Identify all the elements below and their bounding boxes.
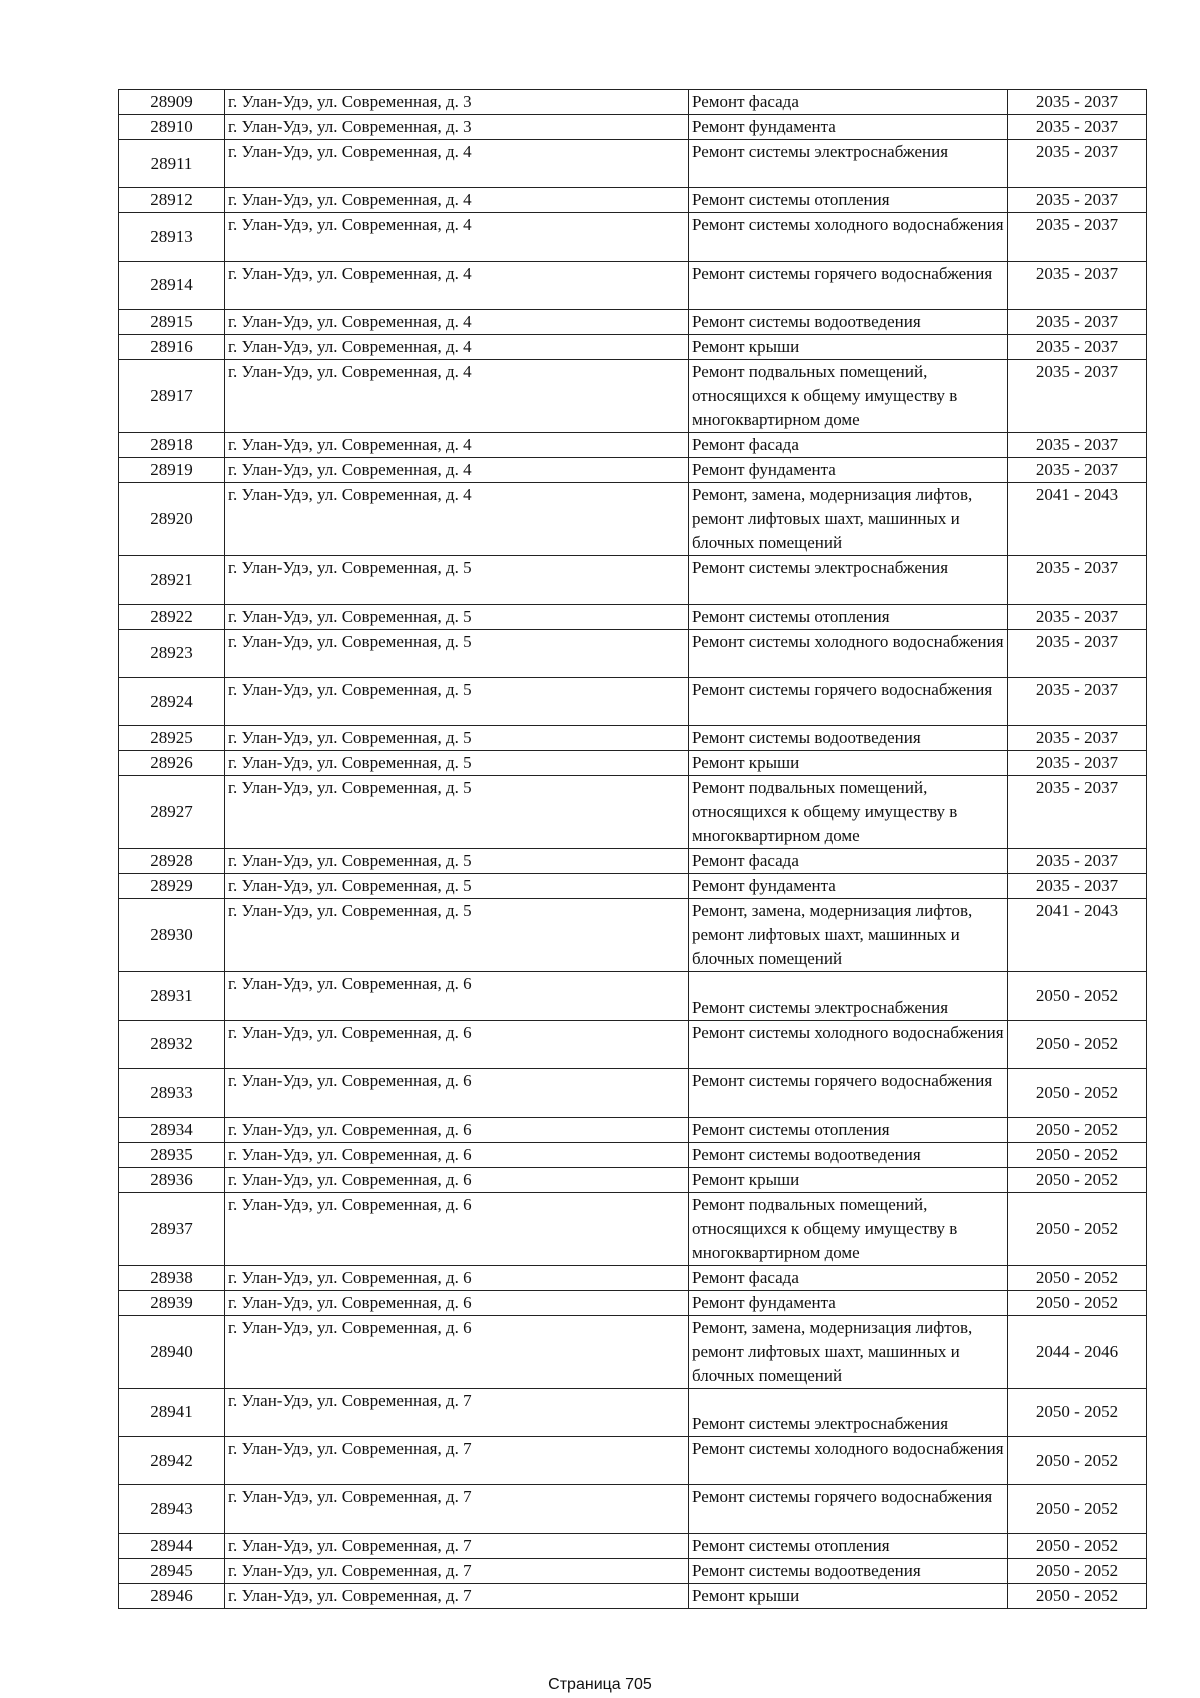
table-row [119,90,1147,115]
row-number: 28933 [119,1069,225,1117]
row-address: г. Улан-Удэ, ул. Современная, д. 6 [225,1290,689,1315]
row-period: 2035 - 2037 [1008,335,1147,360]
table-row [119,776,1147,849]
row-period: 2050 - 2052 [1008,1167,1147,1192]
row-number: 28918 [119,433,225,458]
table-row [119,726,1147,751]
row-number: 28927 [119,776,225,849]
table-row [119,1485,1147,1533]
table-row [119,1533,1147,1558]
row-period: 2050 - 2052 [1008,1020,1147,1068]
row-number: 28909 [119,90,225,115]
table-row [119,261,1147,309]
row-number: 28942 [119,1436,225,1484]
table-row [119,310,1147,335]
row-address: г. Улан-Удэ, ул. Современная, д. 4 [225,310,689,335]
row-work-type: Ремонт фундамента [689,1290,1008,1315]
row-address: г. Улан-Удэ, ул. Современная, д. 5 [225,726,689,751]
row-address: г. Улан-Удэ, ул. Современная, д. 7 [225,1388,689,1436]
table-row [119,433,1147,458]
row-work-type: Ремонт системы электроснабжения [689,972,1008,1020]
table-row [119,1069,1147,1117]
row-work-type: Ремонт системы отопления [689,604,1008,629]
row-address: г. Улан-Удэ, ул. Современная, д. 4 [225,140,689,188]
table-row [119,140,1147,188]
row-address: г. Улан-Удэ, ул. Современная, д. 7 [225,1436,689,1484]
row-period: 2035 - 2037 [1008,776,1147,849]
row-work-type: Ремонт фасада [689,90,1008,115]
row-work-type: Ремонт подвальных помещений, относящихся к общему имуществу в многоквартирном доме [689,1192,1008,1265]
row-number: 28935 [119,1142,225,1167]
row-period: 2050 - 2052 [1008,1265,1147,1290]
row-work-type: Ремонт фундамента [689,115,1008,140]
table-row [119,1117,1147,1142]
row-work-type: Ремонт крыши [689,335,1008,360]
row-address: г. Улан-Удэ, ул. Современная, д. 7 [225,1583,689,1608]
row-period: 2035 - 2037 [1008,458,1147,483]
row-work-type: Ремонт фасада [689,433,1008,458]
row-work-type: Ремонт системы горячего водоснабжения [689,1485,1008,1533]
row-period: 2035 - 2037 [1008,310,1147,335]
row-period: 2035 - 2037 [1008,140,1147,188]
row-work-type: Ремонт подвальных помещений, относящихся к общему имуществу в многоквартирном доме [689,360,1008,433]
table-row [119,1167,1147,1192]
row-period: 2035 - 2037 [1008,213,1147,261]
row-period: 2044 - 2046 [1008,1315,1147,1388]
row-work-type: Ремонт системы отопления [689,188,1008,213]
row-address: г. Улан-Удэ, ул. Современная, д. 6 [225,1020,689,1068]
row-number: 28926 [119,751,225,776]
table-row [119,1388,1147,1436]
row-work-type: Ремонт системы водоотведения [689,1558,1008,1583]
row-address: г. Улан-Удэ, ул. Современная, д. 5 [225,899,689,972]
row-address: г. Улан-Удэ, ул. Современная, д. 4 [225,213,689,261]
table-row [119,458,1147,483]
row-address: г. Улан-Удэ, ул. Современная, д. 4 [225,335,689,360]
table-row [119,677,1147,725]
row-work-type: Ремонт крыши [689,1167,1008,1192]
table-row [119,115,1147,140]
row-period: 2035 - 2037 [1008,433,1147,458]
row-number: 28925 [119,726,225,751]
row-period: 2050 - 2052 [1008,1069,1147,1117]
table-row [119,1315,1147,1388]
row-period: 2050 - 2052 [1008,1142,1147,1167]
table-row [119,1020,1147,1068]
table-row [119,1142,1147,1167]
row-address: г. Улан-Удэ, ул. Современная, д. 7 [225,1558,689,1583]
row-number: 28945 [119,1558,225,1583]
row-number: 28919 [119,458,225,483]
row-work-type: Ремонт фасада [689,1265,1008,1290]
row-number: 28913 [119,213,225,261]
row-work-type: Ремонт системы холодного водоснабжения [689,1020,1008,1068]
row-period: 2035 - 2037 [1008,188,1147,213]
row-period: 2035 - 2037 [1008,360,1147,433]
row-number: 28936 [119,1167,225,1192]
row-address: г. Улан-Удэ, ул. Современная, д. 4 [225,433,689,458]
table-row [119,213,1147,261]
row-work-type: Ремонт системы горячего водоснабжения [689,261,1008,309]
row-address: г. Улан-Удэ, ул. Современная, д. 4 [225,188,689,213]
row-number: 28928 [119,849,225,874]
row-work-type: Ремонт системы электроснабжения [689,1388,1008,1436]
row-period: 2035 - 2037 [1008,90,1147,115]
row-period: 2035 - 2037 [1008,751,1147,776]
row-address: г. Улан-Удэ, ул. Современная, д. 5 [225,556,689,604]
row-period: 2041 - 2043 [1008,483,1147,556]
row-address: г. Улан-Удэ, ул. Современная, д. 4 [225,261,689,309]
row-period: 2035 - 2037 [1008,261,1147,309]
table-row [119,1265,1147,1290]
row-work-type: Ремонт, замена, модернизация лифтов, ремонт лифтовых шахт, машинных и блочных помещений [689,483,1008,556]
row-work-type: Ремонт, замена, модернизация лифтов, ремонт лифтовых шахт, машинных и блочных помещений [689,1315,1008,1388]
row-period: 2035 - 2037 [1008,726,1147,751]
page-number: Страница 705 [548,1676,652,1693]
row-number: 28943 [119,1485,225,1533]
row-number: 28921 [119,556,225,604]
row-period: 2035 - 2037 [1008,849,1147,874]
row-period: 2035 - 2037 [1008,556,1147,604]
row-work-type: Ремонт системы электроснабжения [689,556,1008,604]
table-row [119,751,1147,776]
row-work-type: Ремонт системы электроснабжения [689,140,1008,188]
row-address: г. Улан-Удэ, ул. Современная, д. 5 [225,629,689,677]
table-row [119,899,1147,972]
row-period: 2035 - 2037 [1008,629,1147,677]
row-period: 2050 - 2052 [1008,1117,1147,1142]
row-number: 28915 [119,310,225,335]
table-row [119,1558,1147,1583]
row-period: 2035 - 2037 [1008,115,1147,140]
row-period: 2035 - 2037 [1008,874,1147,899]
row-number: 28944 [119,1533,225,1558]
row-number: 28910 [119,115,225,140]
row-address: г. Улан-Удэ, ул. Современная, д. 3 [225,115,689,140]
table-row [119,604,1147,629]
row-work-type: Ремонт фасада [689,849,1008,874]
row-period: 2041 - 2043 [1008,899,1147,972]
row-work-type: Ремонт фундамента [689,874,1008,899]
row-address: г. Улан-Удэ, ул. Современная, д. 6 [225,1192,689,1265]
row-work-type: Ремонт системы водоотведения [689,726,1008,751]
table-row [119,1192,1147,1265]
row-number: 28914 [119,261,225,309]
row-period: 2050 - 2052 [1008,1192,1147,1265]
capital-repair-table [118,89,1147,1609]
row-work-type: Ремонт системы холодного водоснабжения [689,1436,1008,1484]
table-row [119,360,1147,433]
row-work-type: Ремонт системы горячего водоснабжения [689,1069,1008,1117]
row-period: 2050 - 2052 [1008,1485,1147,1533]
row-number: 28922 [119,604,225,629]
row-work-type: Ремонт системы холодного водоснабжения [689,213,1008,261]
row-period: 2035 - 2037 [1008,677,1147,725]
row-work-type: Ремонт системы отопления [689,1533,1008,1558]
row-address: г. Улан-Удэ, ул. Современная, д. 4 [225,483,689,556]
row-work-type: Ремонт системы горячего водоснабжения [689,677,1008,725]
row-address: г. Улан-Удэ, ул. Современная, д. 6 [225,1069,689,1117]
row-period: 2050 - 2052 [1008,1436,1147,1484]
row-number: 28932 [119,1020,225,1068]
row-address: г. Улан-Удэ, ул. Современная, д. 4 [225,360,689,433]
row-number: 28924 [119,677,225,725]
row-number: 28937 [119,1192,225,1265]
row-work-type: Ремонт подвальных помещений, относящихся к общему имуществу в многоквартирном доме [689,776,1008,849]
row-address: г. Улан-Удэ, ул. Современная, д. 5 [225,874,689,899]
row-work-type: Ремонт, замена, модернизация лифтов, ремонт лифтовых шахт, машинных и блочных помещений [689,899,1008,972]
table-row [119,188,1147,213]
row-number: 28946 [119,1583,225,1608]
table-row [119,972,1147,1020]
row-number: 28939 [119,1290,225,1315]
row-number: 28920 [119,483,225,556]
row-address: г. Улан-Удэ, ул. Современная, д. 7 [225,1533,689,1558]
row-number: 28916 [119,335,225,360]
row-period: 2050 - 2052 [1008,1388,1147,1436]
row-period: 2050 - 2052 [1008,1290,1147,1315]
row-work-type: Ремонт крыши [689,1583,1008,1608]
row-work-type: Ремонт системы холодного водоснабжения [689,629,1008,677]
row-number: 28931 [119,972,225,1020]
row-number: 28923 [119,629,225,677]
row-period: 2050 - 2052 [1008,972,1147,1020]
table-row [119,335,1147,360]
row-address: г. Улан-Удэ, ул. Современная, д. 6 [225,1265,689,1290]
table-row [119,629,1147,677]
row-work-type: Ремонт системы водоотведения [689,1142,1008,1167]
row-period: 2050 - 2052 [1008,1533,1147,1558]
row-work-type: Ремонт системы водоотведения [689,310,1008,335]
table-row [119,1290,1147,1315]
row-address: г. Улан-Удэ, ул. Современная, д. 3 [225,90,689,115]
row-address: г. Улан-Удэ, ул. Современная, д. 6 [225,1315,689,1388]
row-number: 28912 [119,188,225,213]
row-period: 2050 - 2052 [1008,1583,1147,1608]
row-number: 28938 [119,1265,225,1290]
row-address: г. Улан-Удэ, ул. Современная, д. 4 [225,458,689,483]
row-address: г. Улан-Удэ, ул. Современная, д. 5 [225,776,689,849]
row-address: г. Улан-Удэ, ул. Современная, д. 6 [225,1142,689,1167]
row-number: 28929 [119,874,225,899]
row-number: 28911 [119,140,225,188]
row-work-type: Ремонт крыши [689,751,1008,776]
row-number: 28934 [119,1117,225,1142]
row-address: г. Улан-Удэ, ул. Современная, д. 6 [225,972,689,1020]
table-row [119,874,1147,899]
row-address: г. Улан-Удэ, ул. Современная, д. 5 [225,849,689,874]
row-address: г. Улан-Удэ, ул. Современная, д. 6 [225,1117,689,1142]
table-row [119,483,1147,556]
table-row [119,1436,1147,1484]
row-number: 28941 [119,1388,225,1436]
row-address: г. Улан-Удэ, ул. Современная, д. 5 [225,604,689,629]
row-address: г. Улан-Удэ, ул. Современная, д. 6 [225,1167,689,1192]
row-address: г. Улан-Удэ, ул. Современная, д. 5 [225,751,689,776]
row-period: 2050 - 2052 [1008,1558,1147,1583]
row-address: г. Улан-Удэ, ул. Современная, д. 5 [225,677,689,725]
table-row [119,1583,1147,1608]
row-number: 28940 [119,1315,225,1388]
table-row [119,556,1147,604]
row-number: 28930 [119,899,225,972]
row-work-type: Ремонт системы отопления [689,1117,1008,1142]
row-number: 28917 [119,360,225,433]
row-period: 2035 - 2037 [1008,604,1147,629]
row-address: г. Улан-Удэ, ул. Современная, д. 7 [225,1485,689,1533]
table-body [119,90,1147,1609]
table-row [119,849,1147,874]
row-work-type: Ремонт фундамента [689,458,1008,483]
